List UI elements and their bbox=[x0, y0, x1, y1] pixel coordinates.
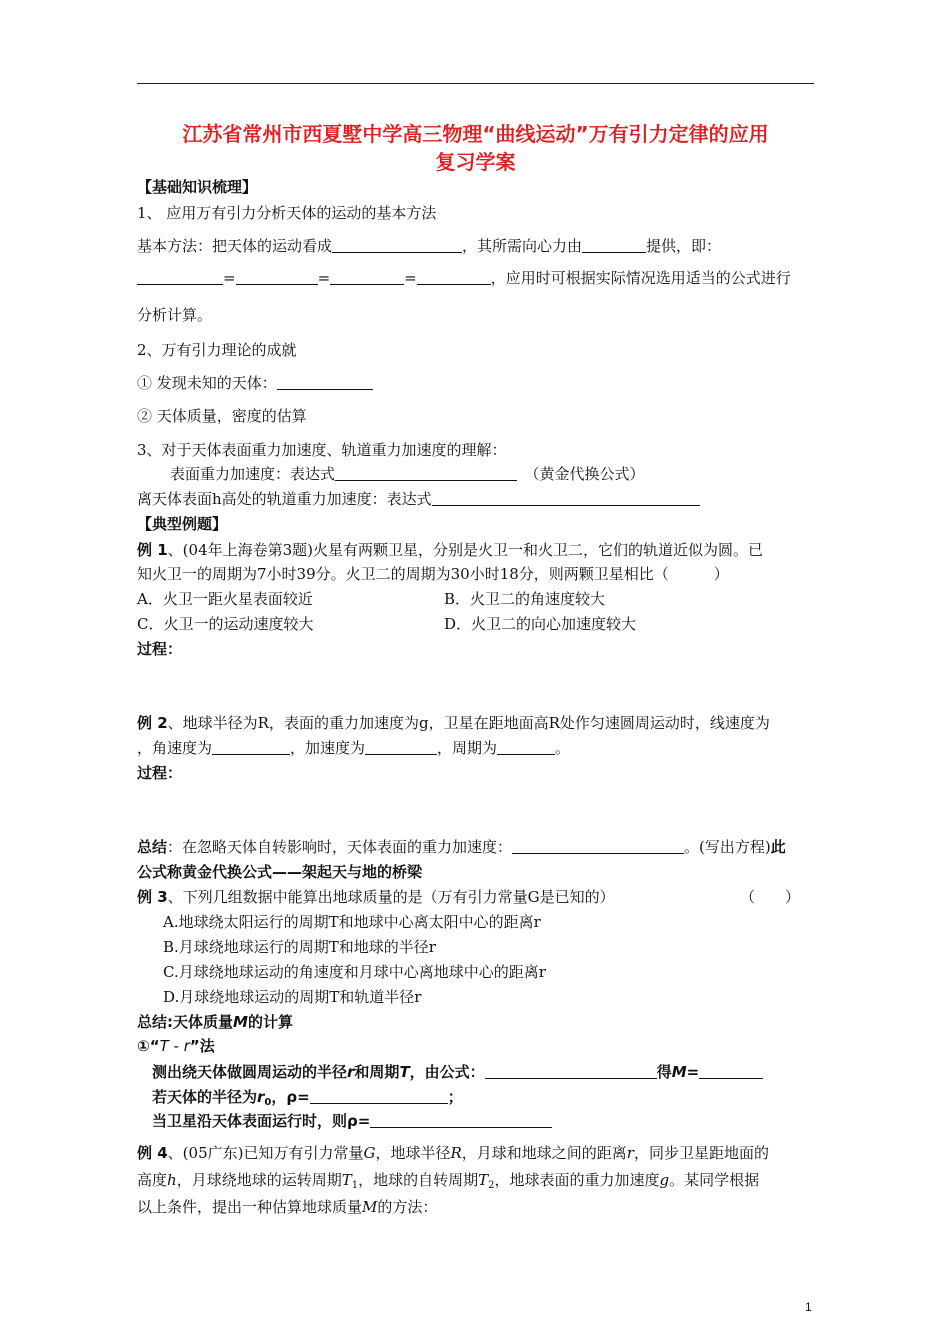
item1-formula-line: = = = ，应用时可根据实际情况选用适当的公式进行 bbox=[137, 268, 791, 288]
blank-formula-2[interactable] bbox=[236, 268, 318, 285]
item1-title: 1、 应用万有引力分析天体的运动的基本方法 bbox=[137, 204, 437, 222]
item1-method-line: 基本方法：把天体的运动看成 ，其所需向心力由 提供，即： bbox=[137, 237, 722, 255]
item1-analysis: 分析计算。 bbox=[137, 306, 213, 324]
ex3-option-c: C.月球绕地球运动的角速度和月球中心离地球中心的距离r bbox=[163, 963, 546, 981]
doc-title-line2: 复习学案 bbox=[435, 150, 516, 174]
blank-formula-3[interactable] bbox=[330, 268, 404, 285]
ex2-process-label: 过程： bbox=[137, 764, 183, 782]
blank-mass-result[interactable] bbox=[699, 1062, 763, 1079]
summary2-line1: 测出绕天体做圆周运动的半径r和周期T，由公式： 得M= bbox=[152, 1062, 763, 1082]
ex3-option-b: B.月球绕地球运行的周期T和地球的半径r bbox=[163, 938, 436, 956]
ex4-line3: 以上条件，提出一种估算地球质量M的方法： bbox=[137, 1198, 438, 1216]
blank-orbit-g[interactable] bbox=[432, 489, 700, 506]
item2-a: ① 发现未知的天体： bbox=[137, 373, 373, 393]
blank-formula-4[interactable] bbox=[417, 268, 491, 285]
doc-title-line1: 江苏省常州市西夏墅中学高三物理“曲线运动”万有引力定律的应用 bbox=[182, 122, 769, 146]
summary2-line2: 若天体的半径为$r_0$，ρ= ； bbox=[152, 1088, 463, 1108]
ex4-line2: 高度h，月球绕地球的运转周期$T_1$，地球的自转周期$T_2$，地球表面的重力加速度g。某同学根据 bbox=[137, 1171, 760, 1191]
ex4-line1: 例 4、(05广东)已知万有引力常量G，地球半径R，月球和地球之间的距离r，同步卫星距地面的 bbox=[137, 1144, 769, 1162]
ex1-option-a: A．火卫一距火星表面较近 bbox=[137, 590, 313, 608]
blank-motion-type[interactable] bbox=[332, 236, 462, 253]
header-rule bbox=[137, 83, 814, 84]
blank-formula-1[interactable] bbox=[137, 268, 223, 285]
section-heading-basics: 【基础知识梳理】 bbox=[137, 178, 258, 196]
ex1-line2: 知火卫一的周期为7小时39分。火卫二的周期为30小时18分，则两颗卫星相比（ ） bbox=[137, 565, 729, 583]
summary2-title: 总结:天体质量M的计算 bbox=[137, 1013, 293, 1031]
ex1-option-c: C．火卫一的运动速度较大 bbox=[137, 615, 314, 633]
ex3-option-a: A.地球绕太阳运行的周期T和地球中心离太阳中心的距离r bbox=[163, 913, 541, 931]
blank-period[interactable] bbox=[497, 738, 555, 755]
ex2-line2: ，角速度为 ，加速度为 ，周期为 。 bbox=[137, 739, 571, 757]
summary1-line1: 总结：在忽略天体自转影响时，天体表面的重力加速度： 。(写出方程)此 bbox=[137, 838, 786, 856]
ex3-option-d: D.月球绕地球运动的周期T和轨道半径r bbox=[163, 988, 422, 1006]
blank-angular-velocity[interactable] bbox=[212, 738, 290, 755]
blank-surface-g[interactable] bbox=[335, 464, 517, 481]
item3-surface-g: 表面重力加速度：表达式 （黄金代换公式） bbox=[170, 465, 645, 483]
summary2-line3: 当卫星沿天体表面运行时，则ρ= bbox=[152, 1111, 552, 1131]
page-number: 1 bbox=[805, 1300, 812, 1314]
summary1-line2: 公式称黄金代换公式——架起天与地的桥梁 bbox=[137, 863, 423, 881]
ex2-line1: 例 2、地球半径为R，表面的重力加速度为g，卫星在距地面高R处作匀速圆周运动时，线速度为 bbox=[137, 714, 770, 732]
item2-title: 2、万有引力理论的成就 bbox=[137, 341, 297, 359]
item2-b: ② 天体质量，密度的估算 bbox=[137, 407, 307, 425]
item3-title: 3、对于天体表面重力加速度、轨道重力加速度的理解： bbox=[137, 441, 507, 459]
summary2-method: ①“T - r”法 bbox=[137, 1037, 215, 1055]
ex1-process-label: 过程： bbox=[137, 640, 183, 658]
ex3-answer-paren: （ ） bbox=[740, 888, 801, 906]
blank-force-source[interactable] bbox=[582, 236, 646, 253]
item3-orbit-g: 离天体表面h高处的轨道重力加速度：表达式 bbox=[137, 489, 700, 509]
ex3-line1: 例 3、下列几组数据中能算出地球质量的是（万有引力常量G是已知的） bbox=[137, 888, 615, 906]
blank-density[interactable] bbox=[310, 1087, 448, 1104]
ex1-option-d: D．火卫二的向心加速度较大 bbox=[444, 615, 637, 633]
blank-acceleration[interactable] bbox=[365, 738, 437, 755]
section-heading-examples: 【典型例题】 bbox=[137, 515, 228, 533]
blank-surface-density[interactable] bbox=[370, 1111, 552, 1128]
ex1-line1: 例 1、(04年上海卷第3题)火星有两颗卫星，分别是火卫一和火卫二，它们的轨道近似为圆。已 bbox=[137, 541, 764, 559]
ex1-option-b: B．火卫二的角速度较大 bbox=[444, 590, 606, 608]
blank-mass-formula[interactable] bbox=[485, 1062, 657, 1079]
blank-golden-formula[interactable] bbox=[512, 837, 684, 854]
blank-unknown-body[interactable] bbox=[277, 373, 373, 390]
